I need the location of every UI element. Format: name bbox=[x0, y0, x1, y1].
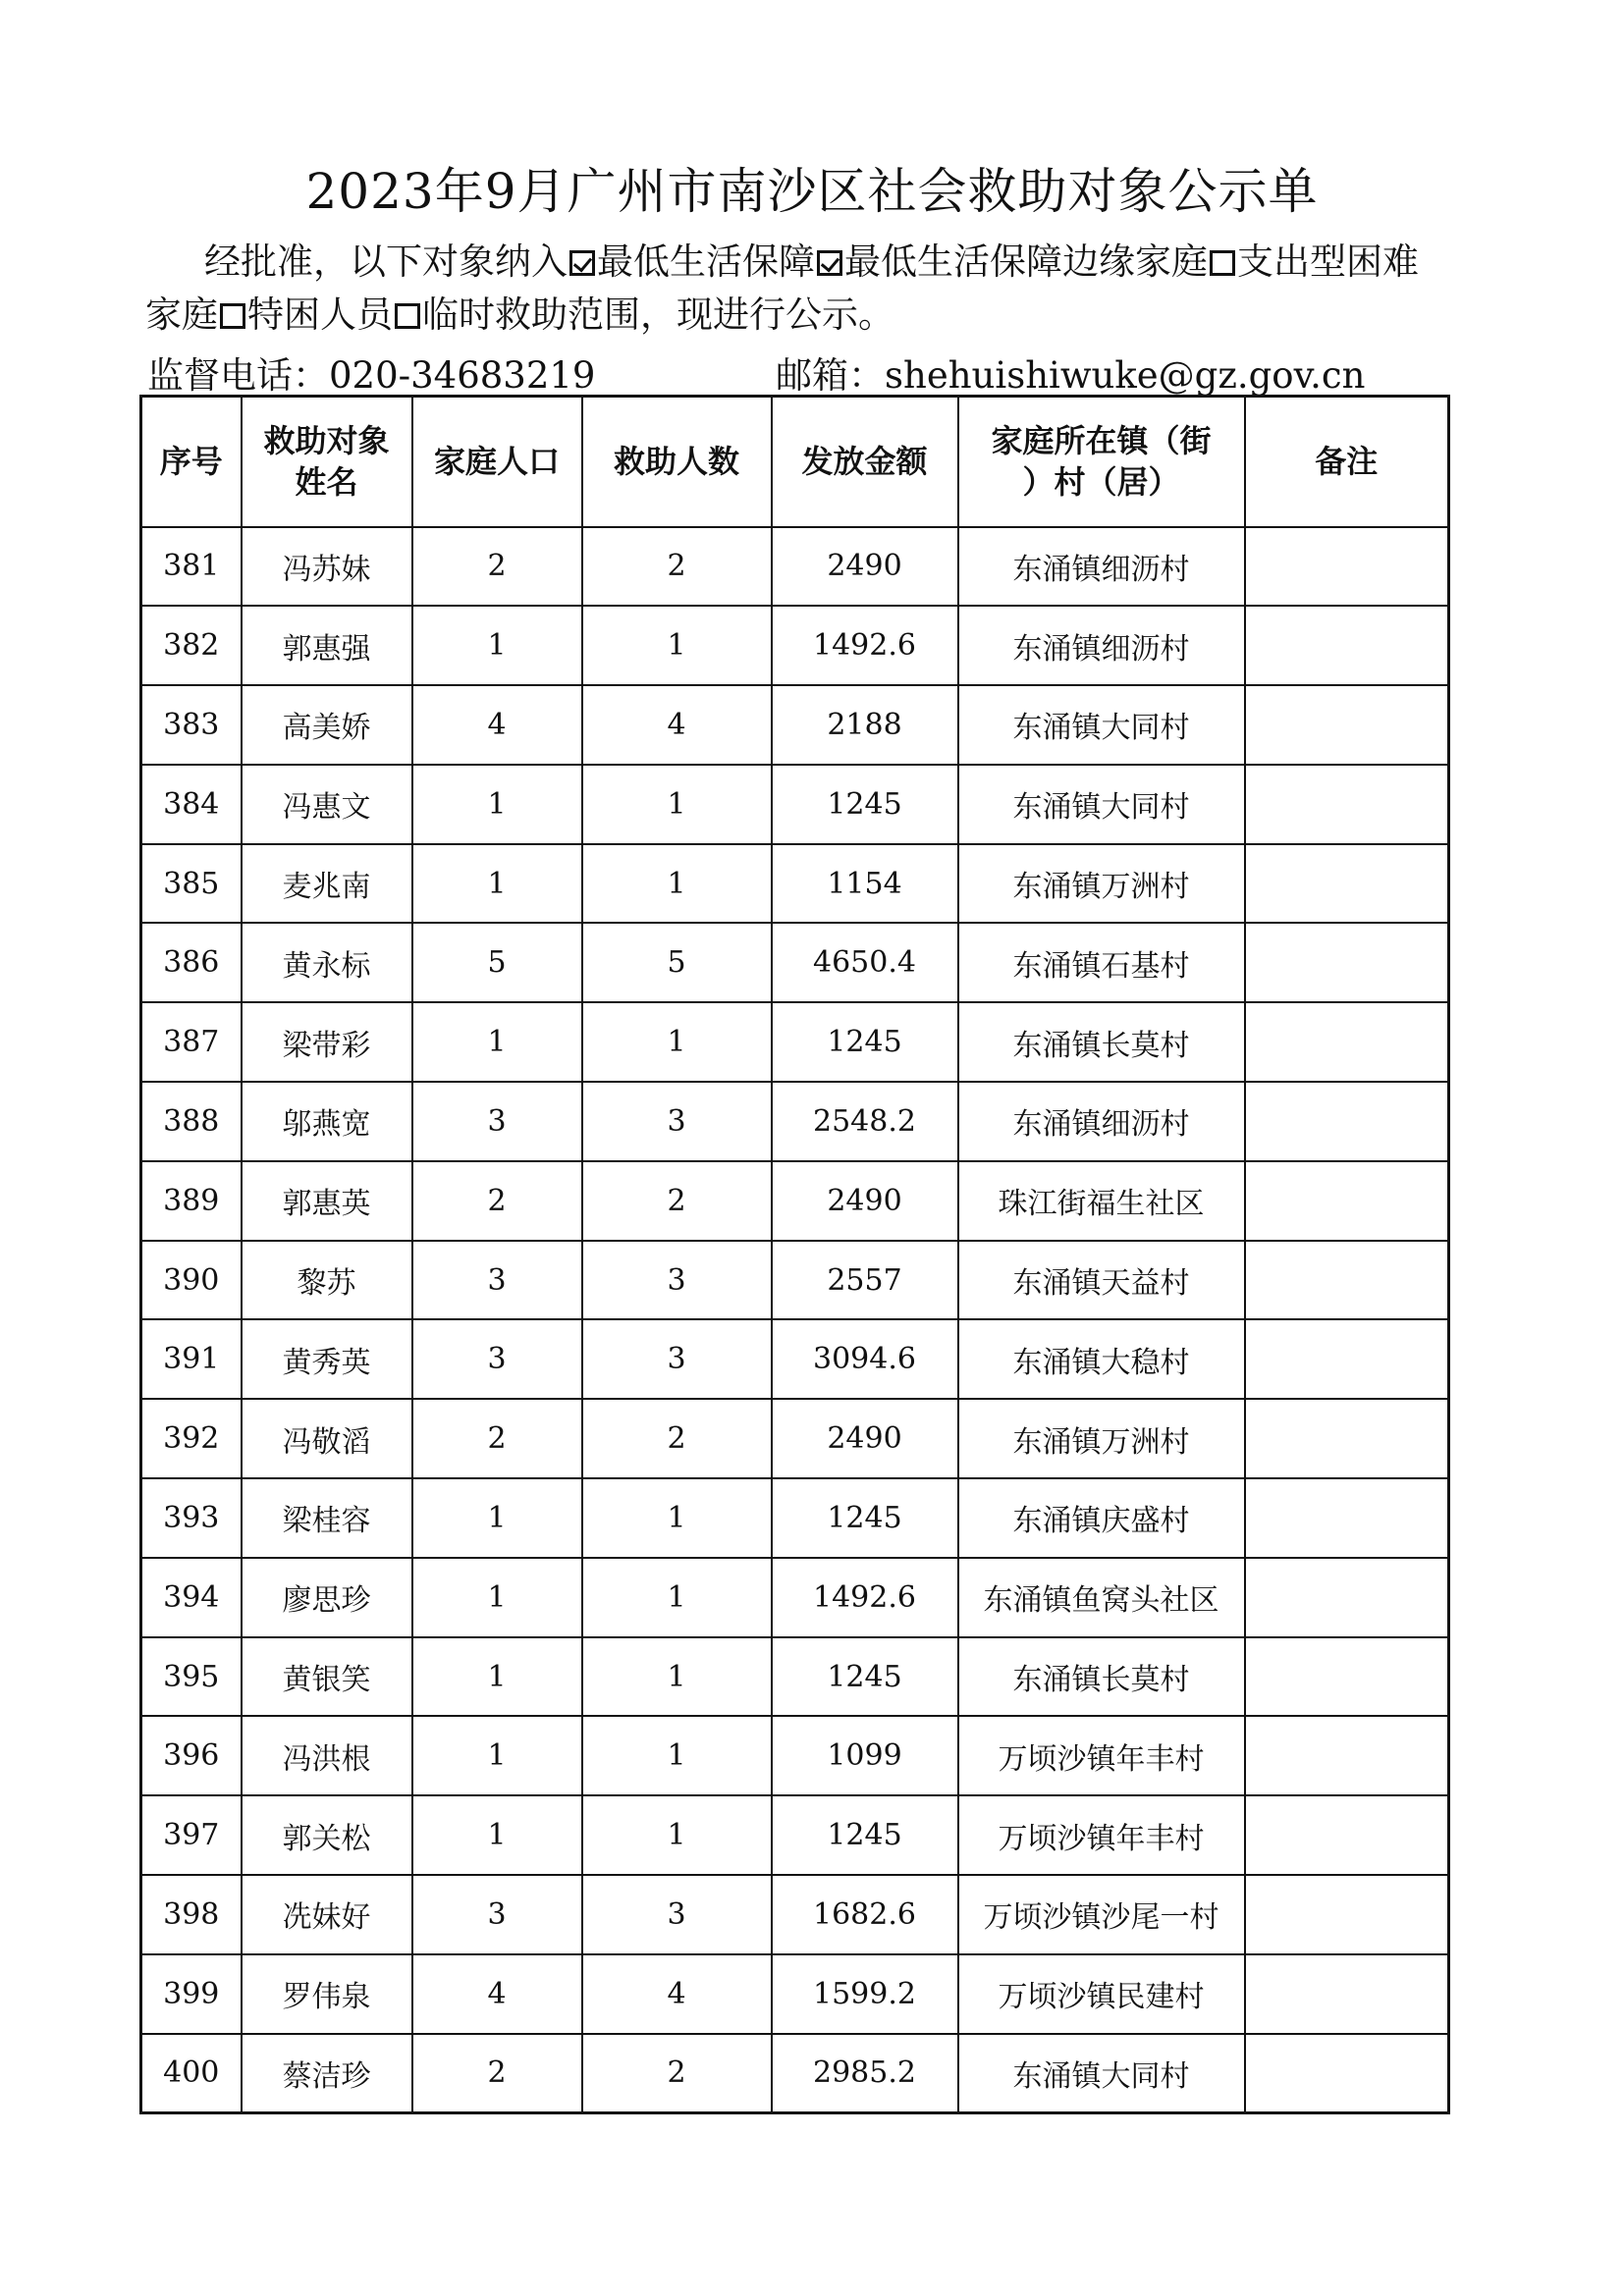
notice-suffix: 范围，现进行公示。 bbox=[568, 294, 894, 336]
unchecked-checkbox-icon bbox=[220, 303, 245, 329]
cell-remarks bbox=[1245, 606, 1449, 685]
table-row bbox=[141, 1558, 1449, 1637]
cell-location: 东涌镇庆盛村 bbox=[958, 1478, 1245, 1558]
cell-serial: 386 bbox=[141, 923, 242, 1002]
cell-location: 东涌镇大同村 bbox=[958, 2034, 1245, 2113]
cell-remarks bbox=[1245, 1954, 1449, 2034]
cell-aided-count: 3 bbox=[582, 1875, 772, 1954]
page-title: 2023年9月广州市南沙区社会救助对象公示单 bbox=[305, 163, 1319, 220]
cell-location: 东涌镇石基村 bbox=[958, 923, 1245, 1002]
cell-location: 东涌镇大同村 bbox=[958, 685, 1245, 765]
cell-location: 东涌镇细沥村 bbox=[958, 527, 1245, 607]
cell-location: 东涌镇鱼窝头社区 bbox=[958, 1558, 1245, 1637]
cell-aided-count: 4 bbox=[582, 685, 772, 765]
cell-amount: 2557 bbox=[772, 1241, 958, 1320]
cell-location: 东涌镇万洲村 bbox=[958, 1399, 1245, 1478]
cell-serial: 398 bbox=[141, 1875, 242, 1954]
cell-amount: 1245 bbox=[772, 1795, 958, 1875]
cell-amount: 2490 bbox=[772, 1161, 958, 1241]
table-row bbox=[141, 1082, 1449, 1161]
table-row bbox=[141, 765, 1449, 844]
notice-scope-label: 最低生活保障边缘家庭 bbox=[844, 240, 1208, 283]
cell-location: 东涌镇细沥村 bbox=[958, 1082, 1245, 1161]
table-row bbox=[141, 923, 1449, 1002]
notice-prefix: 经批准，以下对象纳入 bbox=[204, 240, 568, 283]
cell-amount: 1245 bbox=[772, 1637, 958, 1717]
table-row bbox=[141, 1002, 1449, 1082]
cell-name: 黄秀英 bbox=[242, 1319, 412, 1399]
table-row bbox=[141, 1795, 1449, 1875]
cell-amount: 2548.2 bbox=[772, 1082, 958, 1161]
cell-aided-count: 1 bbox=[582, 1002, 772, 1082]
cell-location: 东涌镇万洲村 bbox=[958, 844, 1245, 924]
cell-amount: 1099 bbox=[772, 1716, 958, 1795]
cell-remarks bbox=[1245, 2034, 1449, 2113]
cell-location: 万顷沙镇民建村 bbox=[958, 1954, 1245, 2034]
cell-household-size: 1 bbox=[412, 765, 582, 844]
cell-remarks bbox=[1245, 1161, 1449, 1241]
cell-remarks bbox=[1245, 1478, 1449, 1558]
contact-email: 邮箱：shehuishiwuke@gz.gov.cn bbox=[776, 354, 1366, 397]
cell-household-size: 4 bbox=[412, 685, 582, 765]
cell-serial: 396 bbox=[141, 1716, 242, 1795]
cell-remarks bbox=[1245, 1399, 1449, 1478]
header-name: 救助对象 姓名 bbox=[242, 397, 412, 527]
table-body bbox=[141, 527, 1449, 2113]
assistance-table bbox=[139, 395, 1450, 2114]
table-row bbox=[141, 1399, 1449, 1478]
cell-remarks bbox=[1245, 1875, 1449, 1954]
cell-remarks bbox=[1245, 1558, 1449, 1637]
cell-serial: 384 bbox=[141, 765, 242, 844]
cell-serial: 393 bbox=[141, 1478, 242, 1558]
cell-household-size: 3 bbox=[412, 1241, 582, 1320]
cell-aided-count: 1 bbox=[582, 1478, 772, 1558]
cell-amount: 1682.6 bbox=[772, 1875, 958, 1954]
cell-remarks bbox=[1245, 1716, 1449, 1795]
cell-name: 冯苏妹 bbox=[242, 527, 412, 607]
notice-paragraph bbox=[145, 236, 1451, 342]
cell-remarks bbox=[1245, 1637, 1449, 1717]
cell-household-size: 1 bbox=[412, 1795, 582, 1875]
table-row bbox=[141, 1478, 1449, 1558]
cell-household-size: 1 bbox=[412, 1478, 582, 1558]
cell-aided-count: 4 bbox=[582, 1954, 772, 2034]
cell-name: 黄永标 bbox=[242, 923, 412, 1002]
cell-serial: 388 bbox=[141, 1082, 242, 1161]
cell-name: 廖思珍 bbox=[242, 1558, 412, 1637]
cell-aided-count: 1 bbox=[582, 844, 772, 924]
cell-aided-count: 1 bbox=[582, 1795, 772, 1875]
notice-scope-label: 支出型困难家庭 bbox=[145, 240, 1419, 336]
cell-aided-count: 1 bbox=[582, 1716, 772, 1795]
cell-remarks bbox=[1245, 1319, 1449, 1399]
cell-aided-count: 3 bbox=[582, 1241, 772, 1320]
cell-amount: 1599.2 bbox=[772, 1954, 958, 2034]
cell-household-size: 1 bbox=[412, 1716, 582, 1795]
table-row bbox=[141, 685, 1449, 765]
cell-name: 冯惠文 bbox=[242, 765, 412, 844]
cell-aided-count: 5 bbox=[582, 923, 772, 1002]
cell-name: 黎苏 bbox=[242, 1241, 412, 1320]
cell-household-size: 5 bbox=[412, 923, 582, 1002]
cell-aided-count: 1 bbox=[582, 1558, 772, 1637]
cell-aided-count: 3 bbox=[582, 1082, 772, 1161]
cell-name: 罗伟泉 bbox=[242, 1954, 412, 2034]
cell-household-size: 1 bbox=[412, 844, 582, 924]
header-serial: 序号 bbox=[141, 397, 242, 527]
cell-serial: 381 bbox=[141, 527, 242, 607]
notice-scope-label: 临时救助 bbox=[422, 294, 568, 336]
header-location: 家庭所在镇（街 ）村（居） bbox=[958, 397, 1245, 527]
table-row bbox=[141, 844, 1449, 924]
table-row bbox=[141, 606, 1449, 685]
cell-amount: 4650.4 bbox=[772, 923, 958, 1002]
contact-line bbox=[147, 346, 1453, 397]
cell-household-size: 4 bbox=[412, 1954, 582, 2034]
cell-household-size: 1 bbox=[412, 1002, 582, 1082]
cell-serial: 397 bbox=[141, 1795, 242, 1875]
cell-serial: 394 bbox=[141, 1558, 242, 1637]
checked-checkbox-icon bbox=[569, 250, 595, 276]
cell-location: 东涌镇大同村 bbox=[958, 765, 1245, 844]
cell-aided-count: 2 bbox=[582, 1161, 772, 1241]
cell-location: 万顷沙镇年丰村 bbox=[958, 1795, 1245, 1875]
cell-name: 冼妹好 bbox=[242, 1875, 412, 1954]
cell-household-size: 3 bbox=[412, 1875, 582, 1954]
cell-amount: 1245 bbox=[772, 765, 958, 844]
cell-serial: 382 bbox=[141, 606, 242, 685]
cell-name: 郭惠英 bbox=[242, 1161, 412, 1241]
cell-location: 东涌镇天益村 bbox=[958, 1241, 1245, 1320]
cell-serial: 392 bbox=[141, 1399, 242, 1478]
cell-serial: 399 bbox=[141, 1954, 242, 2034]
table-row bbox=[141, 1875, 1449, 1954]
cell-amount: 1492.6 bbox=[772, 1558, 958, 1637]
cell-location: 东涌镇长莫村 bbox=[958, 1637, 1245, 1717]
header-remarks: 备注 bbox=[1245, 397, 1449, 527]
cell-name: 黄银笑 bbox=[242, 1637, 412, 1717]
table-row bbox=[141, 2034, 1449, 2113]
unchecked-checkbox-icon bbox=[1210, 250, 1235, 276]
cell-amount: 2490 bbox=[772, 527, 958, 607]
table-row bbox=[141, 1716, 1449, 1795]
cell-serial: 400 bbox=[141, 2034, 242, 2113]
cell-name: 梁桂容 bbox=[242, 1478, 412, 1558]
cell-location: 东涌镇长莫村 bbox=[958, 1002, 1245, 1082]
header-amount: 发放金额 bbox=[772, 397, 958, 527]
cell-remarks bbox=[1245, 685, 1449, 765]
cell-location: 东涌镇大稳村 bbox=[958, 1319, 1245, 1399]
cell-amount: 2490 bbox=[772, 1399, 958, 1478]
cell-household-size: 1 bbox=[412, 1637, 582, 1717]
notice-scope-label: 最低生活保障 bbox=[597, 240, 815, 283]
cell-aided-count: 2 bbox=[582, 2034, 772, 2113]
notice-scope-label: 特困人员 bbox=[247, 294, 393, 336]
cell-remarks bbox=[1245, 765, 1449, 844]
cell-name: 冯洪根 bbox=[242, 1716, 412, 1795]
cell-location: 万顷沙镇沙尾一村 bbox=[958, 1875, 1245, 1954]
cell-name: 蔡洁珍 bbox=[242, 2034, 412, 2113]
cell-name: 麦兆南 bbox=[242, 844, 412, 924]
cell-location: 珠江街福生社区 bbox=[958, 1161, 1245, 1241]
cell-amount: 2985.2 bbox=[772, 2034, 958, 2113]
table-row bbox=[141, 1319, 1449, 1399]
cell-serial: 389 bbox=[141, 1161, 242, 1241]
cell-aided-count: 1 bbox=[582, 606, 772, 685]
cell-amount: 2188 bbox=[772, 685, 958, 765]
cell-name: 邬燕宽 bbox=[242, 1082, 412, 1161]
cell-amount: 3094.6 bbox=[772, 1319, 958, 1399]
cell-aided-count: 2 bbox=[582, 1399, 772, 1478]
cell-household-size: 1 bbox=[412, 606, 582, 685]
cell-household-size: 3 bbox=[412, 1319, 582, 1399]
cell-remarks bbox=[1245, 527, 1449, 607]
cell-name: 郭惠强 bbox=[242, 606, 412, 685]
cell-location: 万顷沙镇年丰村 bbox=[958, 1716, 1245, 1795]
cell-remarks bbox=[1245, 1002, 1449, 1082]
supervision-phone: 监督电话：020-34683219 bbox=[147, 354, 596, 397]
cell-aided-count: 3 bbox=[582, 1319, 772, 1399]
cell-amount: 1492.6 bbox=[772, 606, 958, 685]
cell-name: 高美娇 bbox=[242, 685, 412, 765]
cell-remarks bbox=[1245, 1082, 1449, 1161]
cell-serial: 387 bbox=[141, 1002, 242, 1082]
checked-checkbox-icon bbox=[817, 250, 842, 276]
cell-serial: 395 bbox=[141, 1637, 242, 1717]
cell-amount: 1245 bbox=[772, 1478, 958, 1558]
cell-remarks bbox=[1245, 1795, 1449, 1875]
cell-serial: 391 bbox=[141, 1319, 242, 1399]
cell-amount: 1154 bbox=[772, 844, 958, 924]
table-header-row bbox=[141, 397, 1449, 527]
table-row bbox=[141, 1954, 1449, 2034]
cell-aided-count: 2 bbox=[582, 527, 772, 607]
cell-serial: 390 bbox=[141, 1241, 242, 1320]
cell-amount: 1245 bbox=[772, 1002, 958, 1082]
cell-remarks bbox=[1245, 1241, 1449, 1320]
header-aided-count: 救助人数 bbox=[582, 397, 772, 527]
table-row bbox=[141, 1241, 1449, 1320]
cell-serial: 383 bbox=[141, 685, 242, 765]
cell-serial: 385 bbox=[141, 844, 242, 924]
unchecked-checkbox-icon bbox=[395, 303, 420, 329]
cell-household-size: 1 bbox=[412, 1558, 582, 1637]
table-row bbox=[141, 527, 1449, 607]
cell-aided-count: 1 bbox=[582, 1637, 772, 1717]
cell-name: 梁带彩 bbox=[242, 1002, 412, 1082]
cell-remarks bbox=[1245, 844, 1449, 924]
cell-aided-count: 1 bbox=[582, 765, 772, 844]
cell-household-size: 2 bbox=[412, 2034, 582, 2113]
cell-household-size: 3 bbox=[412, 1082, 582, 1161]
header-household-size: 家庭人口 bbox=[412, 397, 582, 527]
cell-name: 冯敬滔 bbox=[242, 1399, 412, 1478]
cell-name: 郭关松 bbox=[242, 1795, 412, 1875]
table-row bbox=[141, 1161, 1449, 1241]
cell-household-size: 2 bbox=[412, 1399, 582, 1478]
cell-household-size: 2 bbox=[412, 1161, 582, 1241]
table-row bbox=[141, 1637, 1449, 1717]
cell-remarks bbox=[1245, 923, 1449, 1002]
cell-household-size: 2 bbox=[412, 527, 582, 607]
cell-location: 东涌镇细沥村 bbox=[958, 606, 1245, 685]
